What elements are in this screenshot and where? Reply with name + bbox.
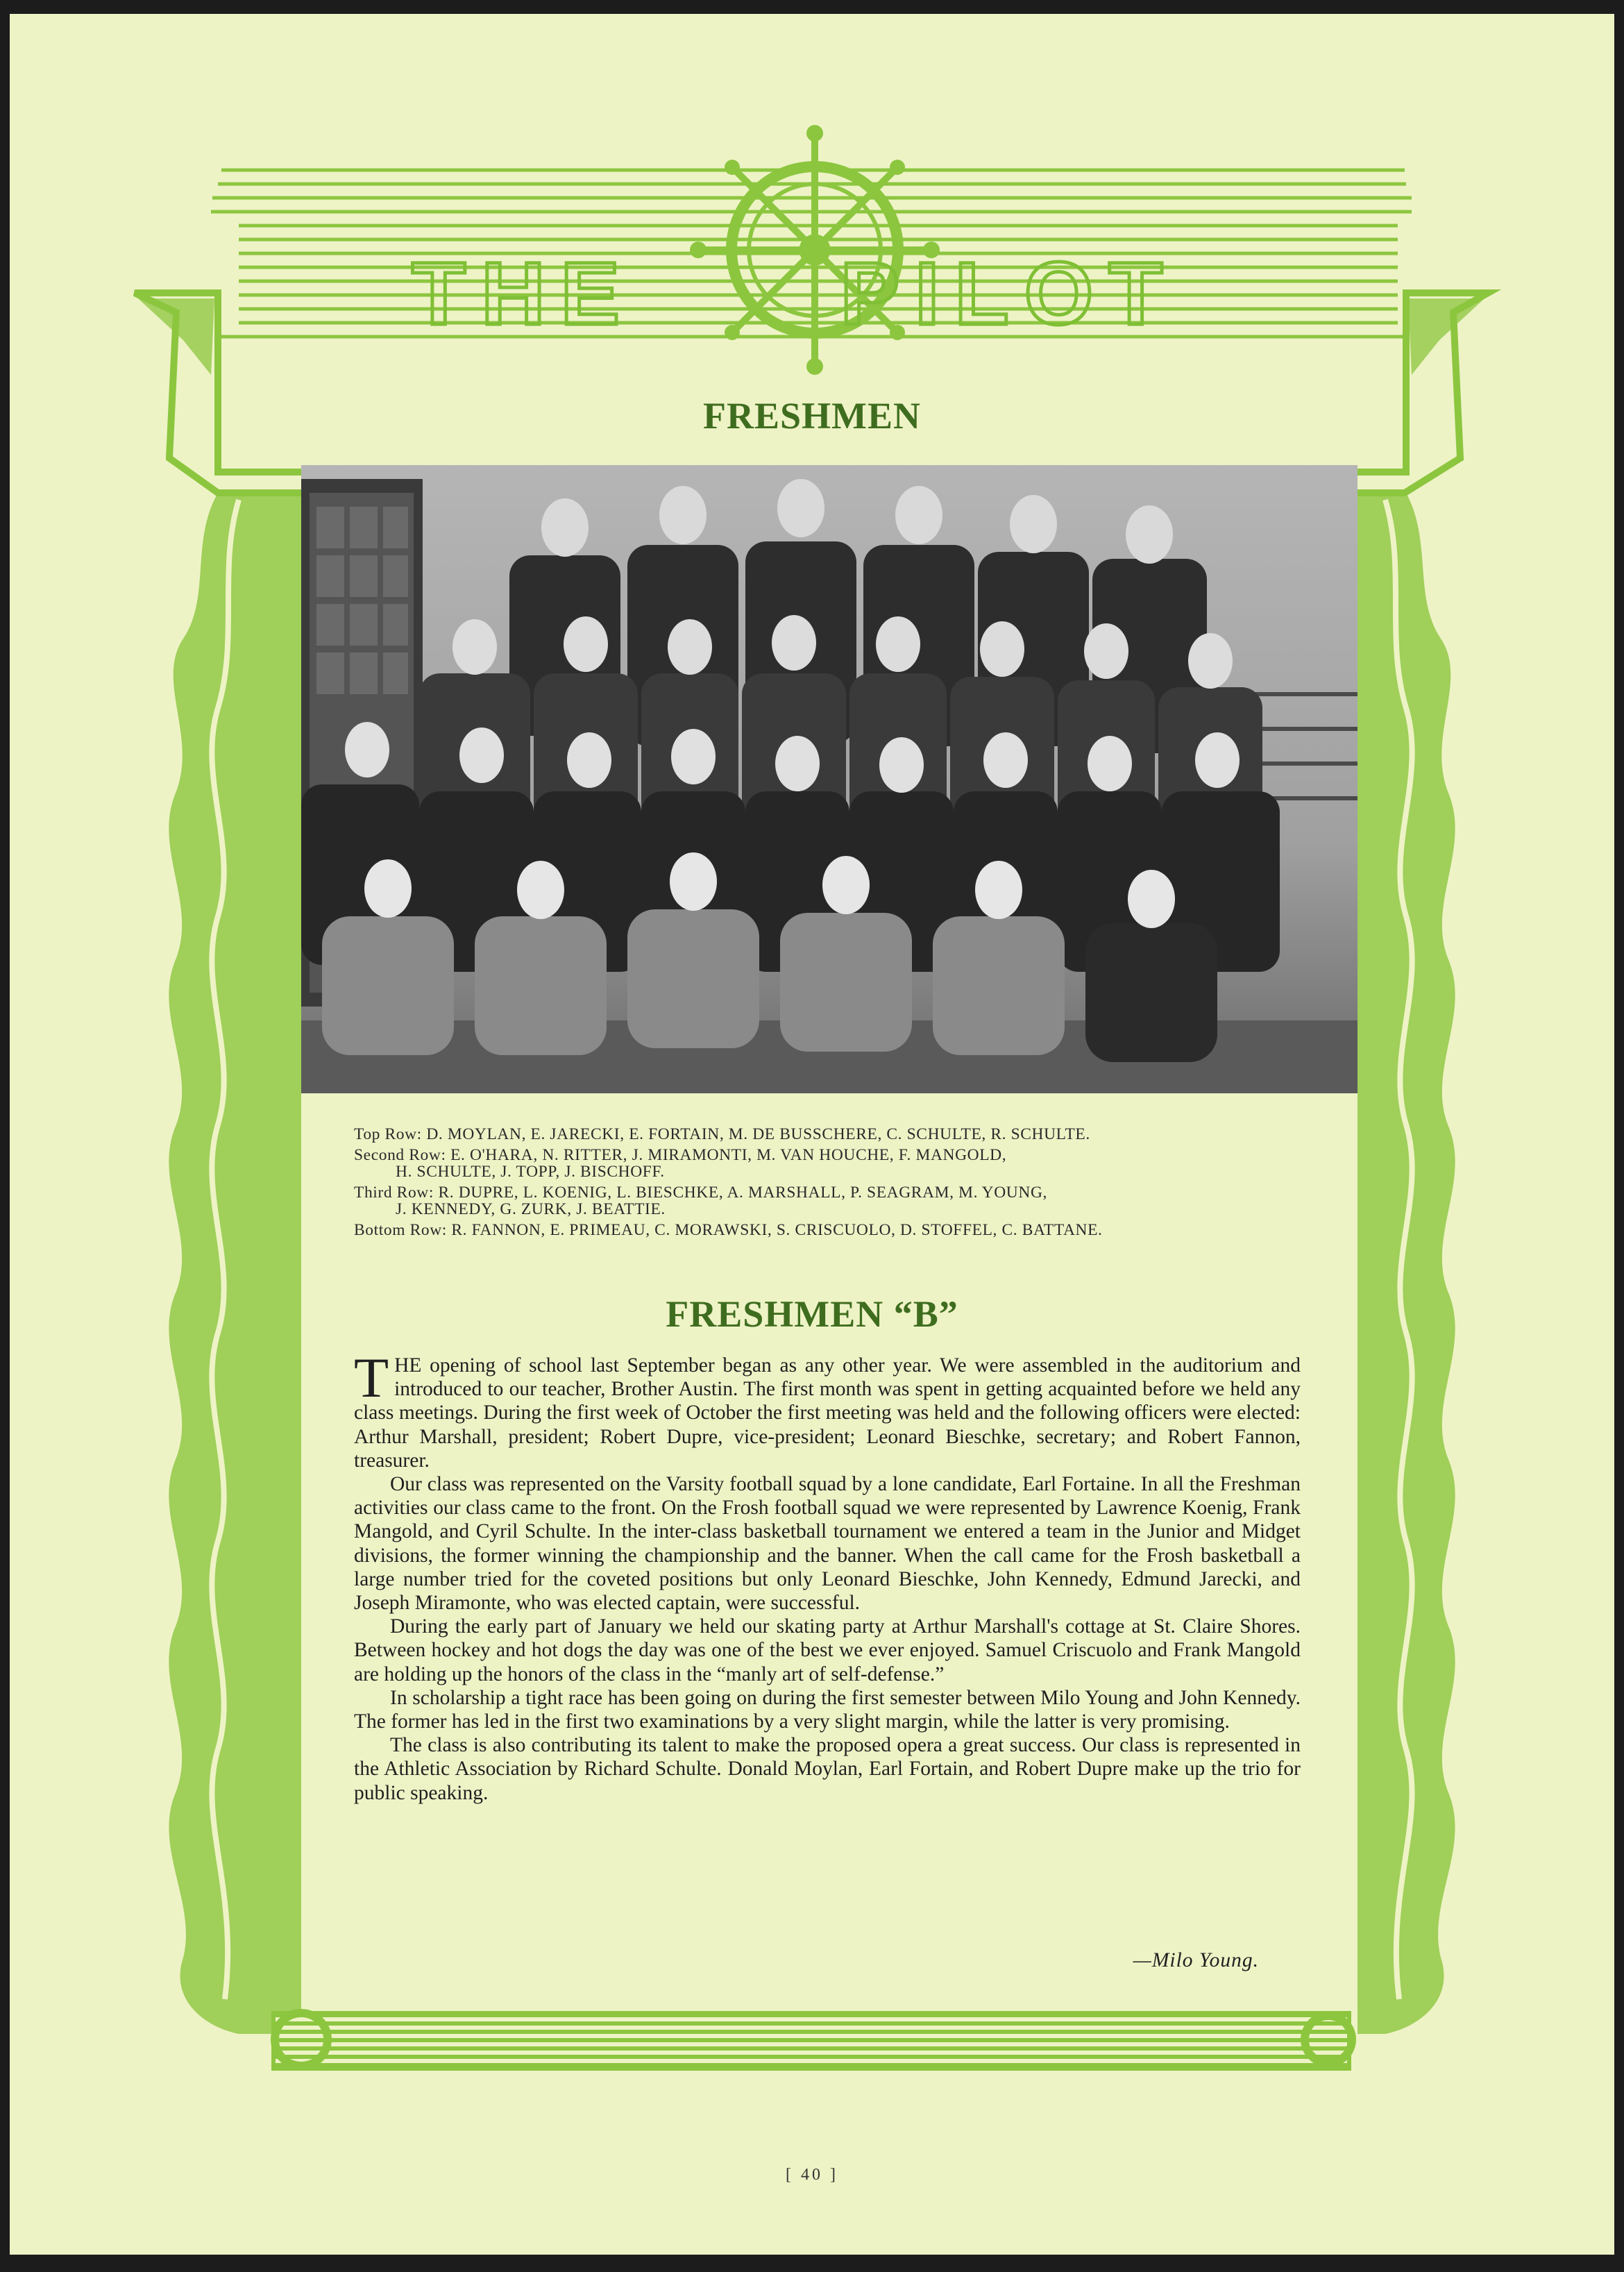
article-paragraph: During the early part of January we held our skating party at Arthur Marshall's cottage at St. Claire Shores. Between hockey and hot dogs the day was one of the best we ever enjoyed. Samuel Criscuolo and Frank Mangold are holding up the honors of the class in the “manly art of self-defense.” [354,1615,1301,1685]
caption-row-label: Top Row: [354,1125,422,1143]
caption-names: R. FANNON, E. PRIMEAU, C. MORAWSKI, S. CRISCUOLO, D. STOFFEL, C. BATTANE. [451,1221,1103,1239]
article-heading: FRESHMEN “B” [666,1293,958,1335]
caption-bottom-row [354,1222,1319,1238]
caption-top-row [354,1126,1319,1143]
class-group-photo [301,465,1357,1093]
author-signature: —Milo Young. [1133,1949,1259,1971]
article-body [354,1346,1301,1805]
article-paragraph: The class is also contributing its talent to make the proposed opera a great success. Our class is represented in the Athletic Association by Richard Schulte. Donald Moylan, Earl Fortain, and Robert Dupre make up the trio for public speaking. [354,1734,1301,1804]
masthead-title-the: THE [412,244,635,344]
caption-row-label: Third Row: [354,1184,434,1202]
left-border-scroll [169,493,301,2034]
caption-names: R. DUPRE, L. KOENIG, L. BIESCHKE, A. MARSHALL, P. SEAGRAM, M. YOUNG, [438,1184,1047,1202]
caption-third-row [354,1184,1319,1218]
caption-second-row [354,1147,1319,1180]
article-paragraph: Our class was represented on the Varsity football squad by a lone candidate, Earl Fortaine. In all the Freshman activities our class came to the front. On the Frosh football squad we were represented by Lawrence Koenig, Frank Mangold, and Cyril Schulte. In the inter-class basketball tournament we entered a team in the Junior and Midget divisions, the former winning the championship and the banner. When the call came for the Frosh basketball a large number tried for the coveted positions but only Leonard Bieschke, John Kennedy, Edmund Jarecki, and Joseph Miramonte, who was elected captain, were successful. [354,1473,1301,1615]
caption-names-continued: H. SCHULTE, J. TOPP, J. BISCHOFF. [396,1163,665,1181]
caption-names-continued: J. KENNEDY, G. ZURK, J. BEATTIE. [396,1200,666,1218]
bottom-scroll [273,2013,1352,2069]
article-paragraph [354,1346,1301,1472]
caption-row-label: Second Row: [354,1146,446,1164]
section-heading: FRESHMEN [702,395,922,437]
article-paragraph: In scholarship a tight race has been going on during the first semester between Milo Young and John Kennedy. The former has led in the first two examinations by a very slight margin, while the latter is very promising. [354,1686,1301,1733]
caption-row-label: Bottom Row: [354,1221,447,1239]
caption-names: E. O'HARA, N. RITTER, J. MIRAMONTI, M. VAN HOUCHE, F. MANGOLD, [450,1146,1007,1164]
right-border-scroll [1357,493,1455,2034]
paragraph-text: HE opening of school last September began as any other year. We were assembled in the auditorium and introduced to our teacher, Brother Austin. The first month was spent in getting acquainted before we held any class meetings. During the first week of October the first meeting was held and the following officers were elected: Arthur Marshall, president; Robert Dupre, vice-president; Leonard Bieschke, secretary; and Robert Fannon, treasurer. [354,1354,1301,1472]
photo-caption [354,1126,1319,1243]
page-number: [ 40 ] [786,2166,838,2184]
yearbook-page [10,14,1614,2255]
drop-cap: T [354,1346,389,1409]
caption-names: D. MOYLAN, E. JARECKI, E. FORTAIN, M. DE BUSSCHERE, C. SCHULTE, R. SCHULTE. [426,1125,1090,1143]
masthead-title-pilot: PILOT [840,244,1178,344]
